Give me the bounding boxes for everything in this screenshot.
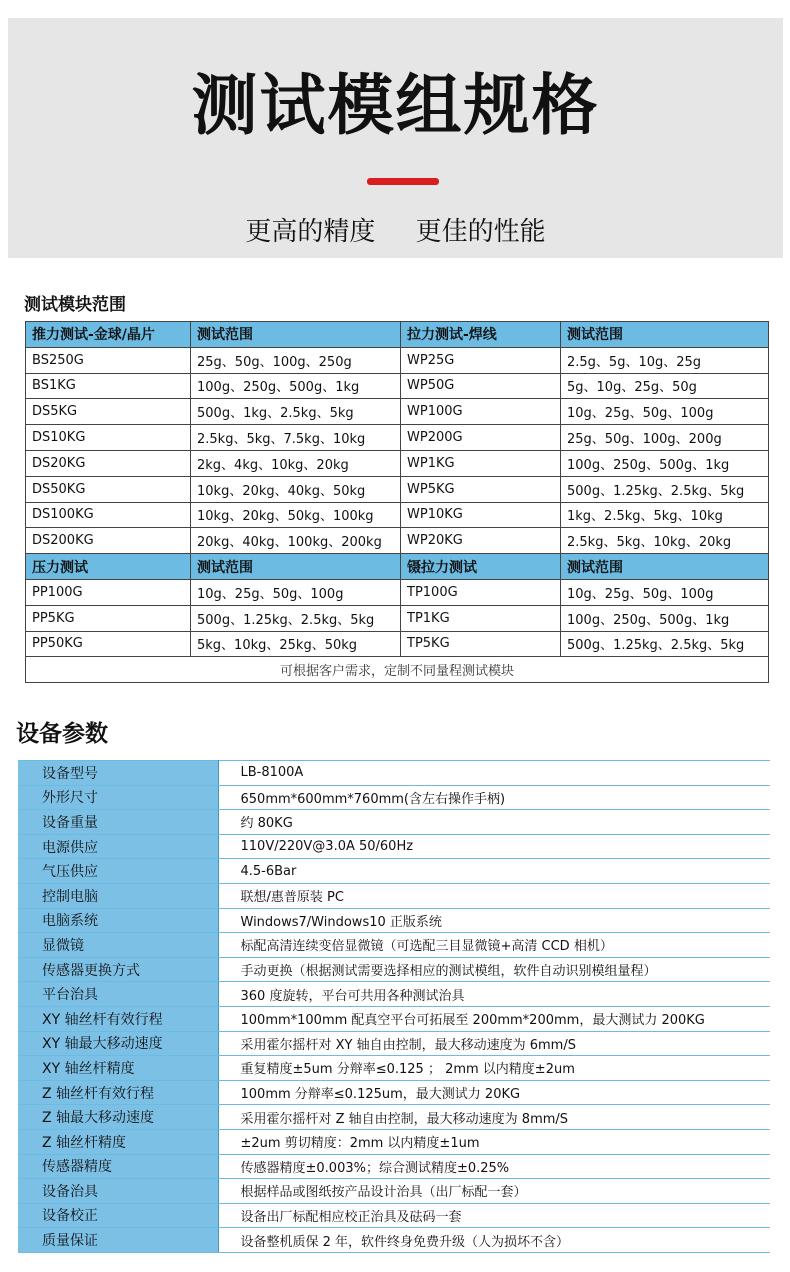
module-model-cell: WP5KG (401, 476, 561, 502)
range-header-cell: 镊拉力测试 (401, 554, 561, 580)
module-range-cell: 500g、1kg、2.5kg、5kg (191, 399, 401, 425)
range-note-row (26, 657, 769, 683)
spec-value: ±2um 剪切精度：2mm 以内精度±1um (218, 1129, 770, 1154)
equipment-params-heading: 设备参数 (16, 721, 108, 747)
module-model-cell: WP20KG (401, 528, 561, 554)
hero-banner (8, 18, 783, 258)
range-row (26, 373, 769, 399)
module-range-cell: 5g、10g、25g、50g (561, 373, 769, 399)
spec-label: Z 轴丝杆精度 (18, 1129, 218, 1154)
spec-value: 传感器精度±0.003%；综合测试精度±0.25% (218, 1154, 770, 1179)
spec-value: 设备整机质保 2 年，软件终身免费升级（人为损坏不含） (218, 1228, 770, 1253)
spec-value: 重复精度±5um 分辩率≤0.125 ； 2mm 以内精度±2um (218, 1056, 770, 1081)
spec-label: 设备治具 (18, 1179, 218, 1204)
module-model-cell: DS50KG (26, 476, 191, 502)
spec-label: 质量保证 (18, 1228, 218, 1253)
module-model-cell: PP50KG (26, 631, 191, 657)
spec-label: 传感器更换方式 (18, 957, 218, 982)
range-header-cell: 测试范围 (561, 554, 769, 580)
spec-row (18, 1179, 770, 1204)
spec-row (18, 1031, 770, 1056)
module-range-cell: 2.5g、5g、10g、25g (561, 347, 769, 373)
spec-label: Z 轴丝杆有效行程 (18, 1080, 218, 1105)
module-range-cell: 500g、1.25kg、2.5kg、5kg (561, 631, 769, 657)
module-model-cell: DS5KG (26, 399, 191, 425)
spec-label: Z 轴最大移动速度 (18, 1105, 218, 1130)
module-model-cell: WP50G (401, 373, 561, 399)
module-model-cell: PP100G (26, 579, 191, 605)
spec-label: XY 轴最大移动速度 (18, 1031, 218, 1056)
spec-value: 110V/220V@3.0A 50/60Hz (218, 834, 770, 859)
spec-label: 电源供应 (18, 834, 218, 859)
module-model-cell: WP100G (401, 399, 561, 425)
spec-row (18, 1203, 770, 1228)
module-range-cell: 1kg、2.5kg、5kg、10kg (561, 502, 769, 528)
spec-label: 外形尺寸 (18, 785, 218, 810)
spec-row (18, 785, 770, 810)
spec-value: 100mm 分辩率≤0.125um，最大测试力 20KG (218, 1080, 770, 1105)
module-model-cell: WP10KG (401, 502, 561, 528)
module-range-cell: 100g、250g、500g、1kg (191, 373, 401, 399)
range-row (26, 528, 769, 554)
spec-value: 根据样品或图纸按产品设计治具（出厂标配一套） (218, 1179, 770, 1204)
module-range-cell: 500g、1.25kg、2.5kg、5kg (191, 605, 401, 631)
range-header-row (26, 322, 769, 348)
spec-label: 设备校正 (18, 1203, 218, 1228)
module-range-cell: 20kg、40kg、100kg、200kg (191, 528, 401, 554)
range-row (26, 605, 769, 631)
spec-row (18, 859, 770, 884)
range-header-cell: 压力测试 (26, 554, 191, 580)
subtitle-performance: 更佳的性能 (415, 217, 546, 247)
module-model-cell: TP5KG (401, 631, 561, 657)
module-model-cell: WP200G (401, 425, 561, 451)
module-model-cell: PP5KG (26, 605, 191, 631)
spec-label: XY 轴丝杆精度 (18, 1056, 218, 1081)
module-model-cell: DS200KG (26, 528, 191, 554)
spec-label: 平台治具 (18, 982, 218, 1007)
range-row (26, 579, 769, 605)
spec-row (18, 1228, 770, 1253)
module-range-heading: 测试模块范围 (24, 295, 126, 315)
module-range-cell: 500g、1.25kg、2.5kg、5kg (561, 476, 769, 502)
range-row (26, 476, 769, 502)
module-range-cell: 25g、50g、100g、250g (191, 347, 401, 373)
spec-value: 650mm*600mm*760mm(含左右操作手柄) (218, 785, 770, 810)
module-range-cell: 2.5kg、5kg、10kg、20kg (561, 528, 769, 554)
module-model-cell: WP1KG (401, 450, 561, 476)
module-range-cell: 2kg、4kg、10kg、20kg (191, 450, 401, 476)
module-range-cell: 2.5kg、5kg、7.5kg、10kg (191, 425, 401, 451)
module-range-cell: 10g、25g、50g、100g (561, 579, 769, 605)
spec-value: 约 80KG (218, 810, 770, 835)
spec-label: 设备重量 (18, 810, 218, 835)
module-range-cell: 10kg、20kg、40kg、50kg (191, 476, 401, 502)
spec-row (18, 1080, 770, 1105)
spec-label: 电脑系统 (18, 908, 218, 933)
module-model-cell: TP1KG (401, 605, 561, 631)
range-header-cell: 测试范围 (191, 554, 401, 580)
range-row (26, 425, 769, 451)
spec-row (18, 1105, 770, 1130)
spec-value: 联想/惠普原装 PC (218, 883, 770, 908)
spec-row (18, 1154, 770, 1179)
spec-label: 控制电脑 (18, 883, 218, 908)
spec-value: 100mm*100mm 配真空平台可拓展至 200mm*200mm，最大测试力 200KG (218, 1006, 770, 1031)
spec-label: 设备型号 (18, 761, 218, 786)
banner-subtitle (8, 211, 783, 248)
spec-row (18, 883, 770, 908)
module-range-cell: 25g、50g、100g、200g (561, 425, 769, 451)
range-row (26, 502, 769, 528)
module-model-cell: TP100G (401, 579, 561, 605)
range-header-cell: 测试范围 (561, 322, 769, 348)
range-row (26, 347, 769, 373)
spec-value: 标配高清连续变倍显微镜（可选配三目显微镜+高清 CCD 相机） (218, 933, 770, 958)
module-model-cell: DS100KG (26, 502, 191, 528)
module-range-cell: 10kg、20kg、50kg、100kg (191, 502, 401, 528)
range-row (26, 450, 769, 476)
range-header-cell: 推力测试-金球/晶片 (26, 322, 191, 348)
spec-row (18, 834, 770, 859)
range-header-cell: 拉力测试-焊线 (401, 322, 561, 348)
spec-value: Windows7/Windows10 正版系统 (218, 908, 770, 933)
spec-row (18, 1056, 770, 1081)
range-header-row (26, 554, 769, 580)
red-divider-bar (367, 178, 439, 185)
spec-value: 设备出厂标配相应校正治具及砝码一套 (218, 1203, 770, 1228)
spec-row (18, 761, 770, 786)
spec-value: 采用霍尔摇杆对 XY 轴自由控制，最大移动速度为 6mm/S (218, 1031, 770, 1056)
spec-row (18, 908, 770, 933)
custom-range-note: 可根据客户需求，定制不同量程测试模块 (26, 657, 769, 683)
module-range-table (25, 321, 769, 683)
spec-row (18, 1129, 770, 1154)
module-range-cell: 10g、25g、50g、100g (561, 399, 769, 425)
module-model-cell: BS250G (26, 347, 191, 373)
spec-row (18, 933, 770, 958)
spec-label: 显微镜 (18, 933, 218, 958)
spec-label: 气压供应 (18, 859, 218, 884)
range-row (26, 399, 769, 425)
spec-value: 手动更换（根据测试需要选择相应的测试模组，软件自动识别模组量程） (218, 957, 770, 982)
spec-row (18, 957, 770, 982)
spec-row (18, 810, 770, 835)
module-model-cell: DS10KG (26, 425, 191, 451)
spec-label: XY 轴丝杆有效行程 (18, 1006, 218, 1031)
subtitle-precision: 更高的精度 (245, 217, 376, 247)
banner-title: 测试模组规格 (191, 67, 600, 144)
module-range-cell: 100g、250g、500g、1kg (561, 450, 769, 476)
equipment-spec-table (18, 760, 770, 1253)
spec-label: 传感器精度 (18, 1154, 218, 1179)
spec-value: 采用霍尔摇杆对 Z 轴自由控制，最大移动速度为 8mm/S (218, 1105, 770, 1130)
module-range-cell: 5kg、10kg、25kg、50kg (191, 631, 401, 657)
spec-value: LB-8100A (218, 761, 770, 786)
range-row (26, 631, 769, 657)
range-header-cell: 测试范围 (191, 322, 401, 348)
spec-value: 4.5-6Bar (218, 859, 770, 884)
spec-row (18, 1006, 770, 1031)
spec-row (18, 982, 770, 1007)
module-range-cell: 100g、250g、500g、1kg (561, 605, 769, 631)
module-model-cell: DS20KG (26, 450, 191, 476)
module-model-cell: BS1KG (26, 373, 191, 399)
module-range-cell: 10g、25g、50g、100g (191, 579, 401, 605)
spec-value: 360 度旋转，平台可共用各种测试治具 (218, 982, 770, 1007)
module-model-cell: WP25G (401, 347, 561, 373)
